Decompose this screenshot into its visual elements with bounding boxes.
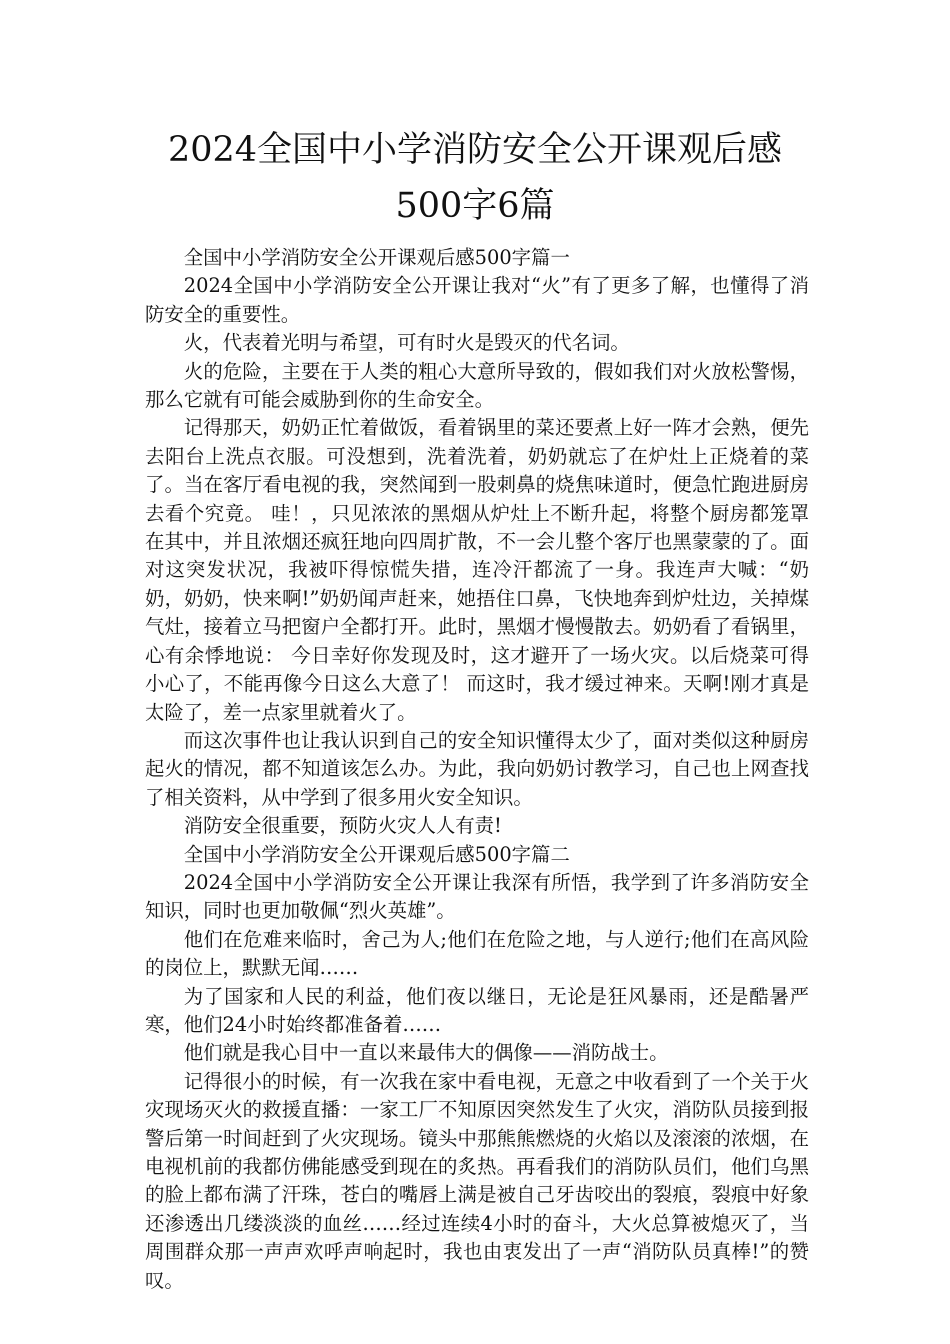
paragraph: 记得很小的时候，有一次我在家中看电视，无意之中收看到了一个关于火灾现场灭火的救援直播：一家工厂不知原因突然发生了火灾，消防队员接到报警后第一时间赶到了火灾现场。镜头中那熊熊燃烧的火焰以及滚滚的浓烟，在电视机前的我都仿佛能感受到现在的炙热。再看我们的消防队员们，他们乌黑的脸上都布满了汗珠，苍白的嘴唇上满是被自己牙齿咬出的裂痕，裂痕中好象还渗透出几缕淡淡的血丝……经过连续4小时的奋斗，大火总算被熄灭了，当周围群众那一声声欢呼声响起时，我也由衷发出了一声“消防队员真棒!”的赞叹。 — [145, 1069, 809, 1292]
section-heading-2: 全国中小学消防安全公开课观后感500字篇二 — [183, 842, 570, 866]
paragraph: 火的危险，主要在于人类的粗心大意所导致的，假如我们对火放松警惕，那么它就有可能会威胁到你的生命安全。 — [145, 359, 809, 412]
paragraph: 记得那天，奶奶正忙着做饭，看着锅里的菜还要煮上好一阵才会熟，便先去阳台上洗点衣服。可没想到，洗着洗着，奶奶就忘了在炉灶上正烧着的菜了。当在客厅看电视的我，突然闻到一股刺鼻的烧焦味道时，便急忙跑进厨房去看个究竟。 哇！，只见浓浓的黑烟从炉灶上不断升起，将整个厨房都笼罩在其中，并且浓烟还疯狂地向四周扩散，不一会儿整个客厅也黑蒙蒙的了。面对这突发状况，我被吓得惊慌失措，连冷汗都流了一身。我连声大喊：“奶奶，奶奶，快来啊!”奶奶闻声赶来，她捂住口鼻，飞快地奔到炉灶边，关掉煤气灶，接着立马把窗户全都打开。此时，黑烟才慢慢散去。奶奶看了看锅里，心有余悸地说： 今日幸好你发现及时，这才避开了一场火灾。以后烧菜可得小心了，不能再像今日这么大意了！ 而这时，我才缓过神来。天啊!刚才真是太险了，差一点家里就着火了。 — [145, 416, 809, 724]
paragraph: 而这次事件也让我认识到自己的安全知识懂得太少了，面对类似这种厨房起火的情况，都不知道该怎么办。为此，我向奶奶讨教学习，自己也上网查找了相关资料，从中学到了很多用火安全知识。 — [145, 728, 809, 809]
document-title-line-2: 500字6篇 — [395, 186, 555, 226]
paragraph: 为了国家和人民的利益，他们夜以继日，无论是狂风暴雨，还是酷暑严寒，他们24小时始终都准备着…… — [145, 984, 809, 1036]
paragraph: 2024全国中小学消防安全公开课让我深有所悟，我学到了许多消防安全知识，同时也更加敬佩“烈火英雄”。 — [145, 870, 809, 923]
document-body — [145, 244, 809, 1295]
paragraph: 火，代表着光明与希望，可有时火是毁灭的代名词。 — [183, 331, 630, 355]
section-heading-1: 全国中小学消防安全公开课观后感500字篇一 — [183, 246, 570, 269]
paragraph: 2024全国中小学消防安全公开课让我对“火”有了更多了解，也懂得了消防安全的重要性。 — [145, 274, 809, 326]
document-title-line-1: 2024全国中小学消防安全公开课观后感 — [167, 130, 783, 170]
paragraph: 他们在危难来临时，舍己为人;他们在危险之地，与人逆行;他们在高风险的岗位上，默默无闻…… — [145, 927, 809, 980]
paragraph: 消防安全很重要，预防火灾人人有责! — [183, 814, 502, 838]
paragraph: 他们就是我心目中一直以来最伟大的偶像——消防战士。 — [183, 1041, 669, 1065]
